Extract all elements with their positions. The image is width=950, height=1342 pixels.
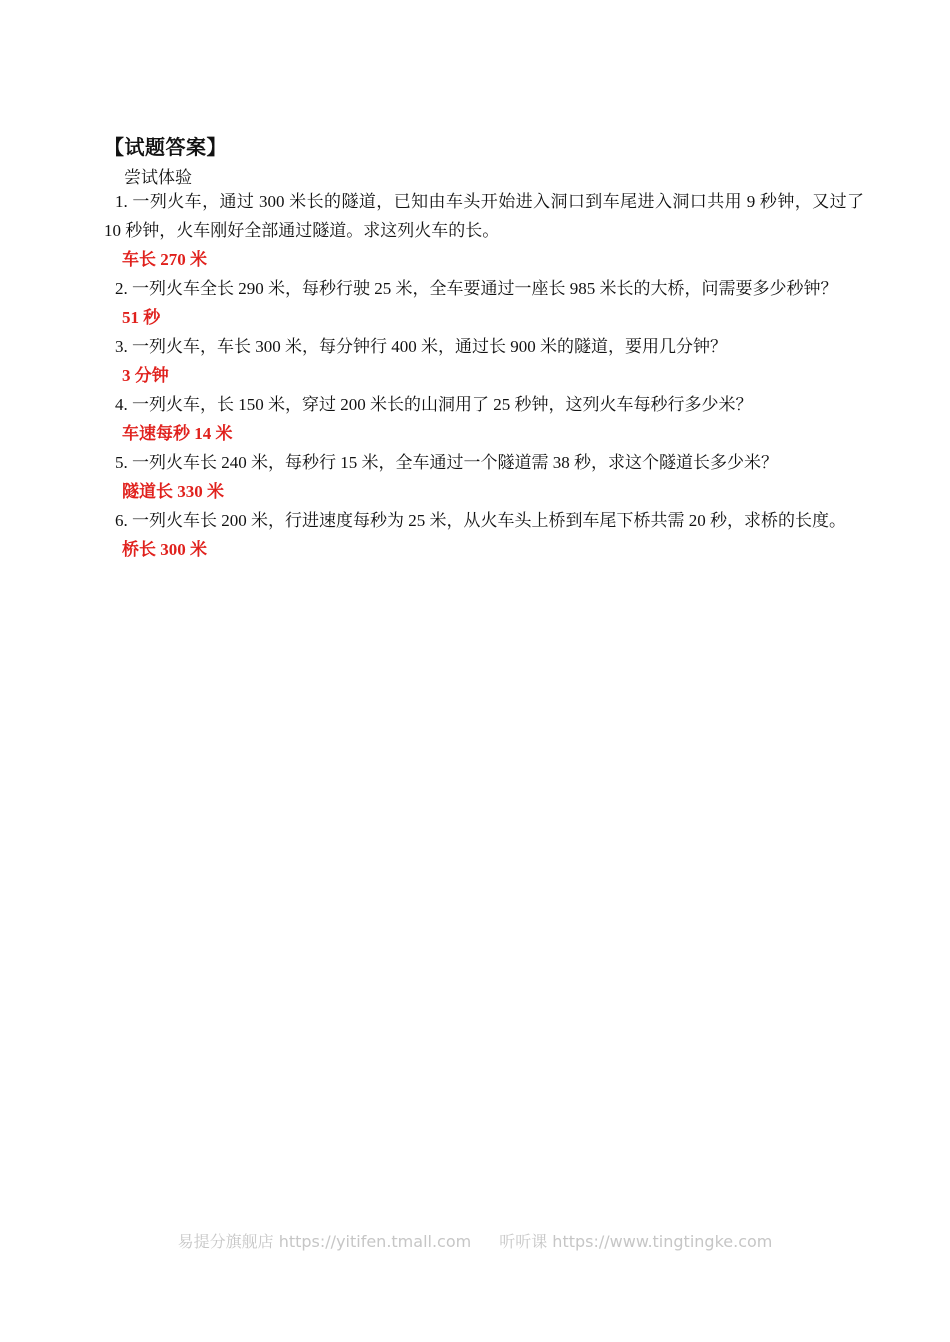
section-subheading: 尝试体验 — [124, 168, 192, 187]
answer-text: 3 分钟 — [122, 366, 169, 385]
answer-text: 51 秒 — [122, 308, 161, 327]
answer-text: 桥长 300 米 — [122, 540, 207, 559]
answer-text: 车长 270 米 — [122, 250, 207, 269]
question-text: 2. 一列火车全长 290 米，每秒行驶 25 米，全车要通过一座长 985 米长的大桥，问需要多少秒钟？ — [115, 279, 838, 298]
answers-heading: 【试题答案】 — [104, 137, 227, 159]
footer-store-link[interactable]: 易提分旗舰店 https://yitifen.tmall.com — [177, 1232, 472, 1251]
question-text: 1. 一列火车，通过 300 米长的隧道，已知由车头开始进入洞口到车尾进入洞口共用 9 秒钟，又过了 10 秒钟，火车刚好全部通过隧道。求这列火车的长。 — [104, 192, 864, 240]
question-text: 3. 一列火车，车长 300 米，每分钟行 400 米，通过长 900 米的隧道，要用几分钟？ — [115, 337, 727, 356]
footer-course-link[interactable]: 听听课 https://www.tingtingke.com — [499, 1232, 773, 1251]
question-list — [104, 187, 864, 564]
question-text: 5. 一列火车长 240 米，每秒行 15 米，全车通过一个隧道需 38 秒，求这个隧道长多少米？ — [115, 453, 778, 472]
page-footer — [0, 1229, 950, 1252]
answer-text: 隧道长 330 米 — [122, 482, 224, 501]
question-text: 4. 一列火车，长 150 米，穿过 200 米长的山洞用了 25 秒钟，这列火车每秒行多少米？ — [115, 395, 753, 414]
question-text: 6. 一列火车长 200 米，行进速度每秒为 25 米，从火车头上桥到车尾下桥共需 20 秒，求桥的长度。 — [115, 511, 846, 530]
answer-text: 车速每秒 14 米 — [122, 424, 233, 443]
